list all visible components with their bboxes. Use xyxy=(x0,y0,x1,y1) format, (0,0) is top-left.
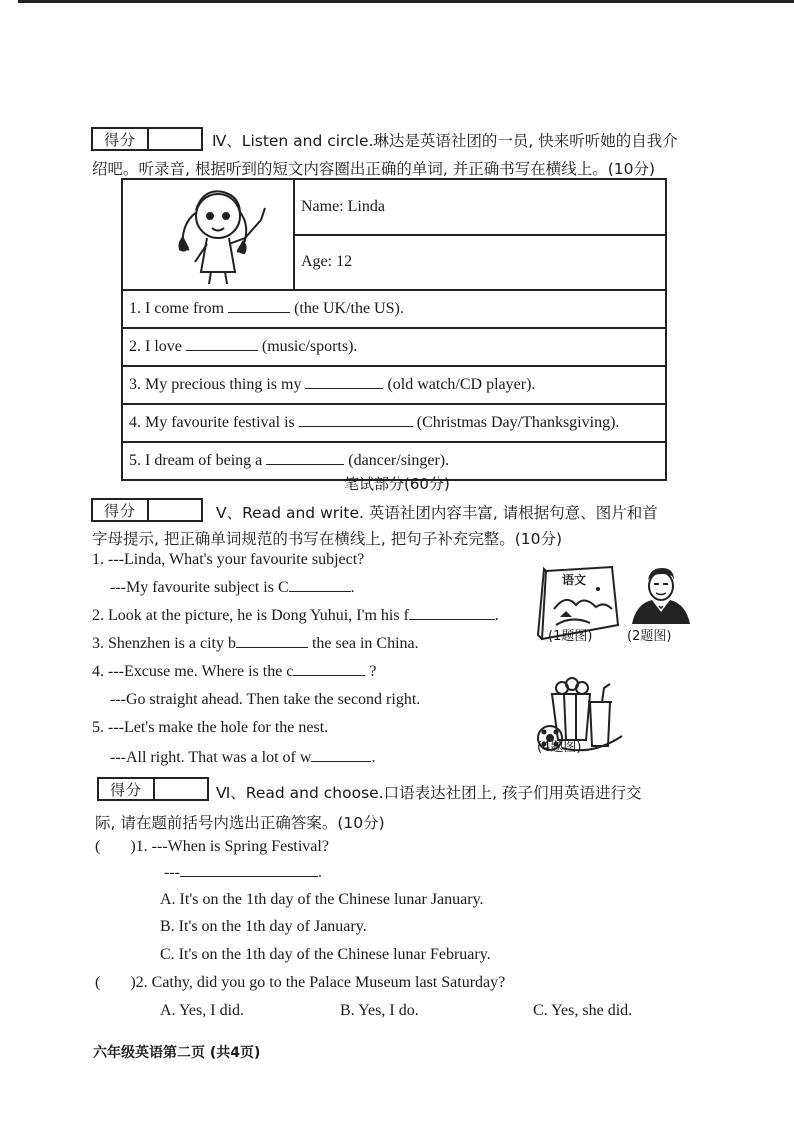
choice-question-1 xyxy=(95,838,329,856)
page-footer: 六年级英语第二页 (共4页) xyxy=(93,1045,261,1061)
caption-picture-2: (2题图) xyxy=(627,629,672,644)
caption-picture-1: (1题图) xyxy=(548,629,593,644)
answer-blank[interactable] xyxy=(186,350,258,351)
linda-picture-cell xyxy=(122,179,294,290)
row-text-post: (music/sports). xyxy=(261,338,358,355)
man-portrait-icon xyxy=(628,566,694,624)
question-text: )2. Cathy, did you go to the Palace Museum last Saturday? xyxy=(130,974,506,991)
score-box-section5 xyxy=(91,498,203,522)
row-text-post: (Christmas Day/Thanksgiving). xyxy=(416,414,620,431)
choice-question-2 xyxy=(95,974,505,992)
score-box-section4 xyxy=(91,127,203,151)
row-text-pre: 4. My favourite festival is xyxy=(129,414,295,431)
top-border-line xyxy=(18,0,794,3)
section4-heading-line2: 绍吧。听录音, 根据听到的短文内容圈出正确的单词, 并正确书写在横线上。(10分) xyxy=(92,160,656,178)
question-text-end: the sea in China. xyxy=(311,635,419,652)
row-text-pre: 3. My precious thing is my xyxy=(129,376,302,393)
row-text-pre: 1. I come from xyxy=(129,300,225,317)
option-1a: A. It's on the 1th day of the Chinese lunar January. xyxy=(160,891,484,908)
answer-blank[interactable] xyxy=(266,464,344,465)
listen-row-1 xyxy=(122,290,666,328)
listen-row-2 xyxy=(122,328,666,366)
score-label: 得分 xyxy=(93,500,149,520)
row-text-pre: 5. I dream of being a xyxy=(129,452,263,469)
answer-blank[interactable] xyxy=(289,591,351,592)
choice-question-1-answer-line xyxy=(164,864,322,882)
answer-end: . xyxy=(317,864,322,881)
question-3 xyxy=(92,635,419,653)
caption-picture-4: (4题图) xyxy=(537,740,582,755)
question-5-line2 xyxy=(110,749,375,767)
score-label: 得分 xyxy=(99,779,155,799)
option-2b: B. Yes, I do. xyxy=(340,1002,419,1019)
row-text-post: (dancer/singer). xyxy=(348,452,450,469)
question-1-line2 xyxy=(110,579,355,597)
question-text: )1. ---When is Spring Festival? xyxy=(130,838,329,855)
answer-blank[interactable] xyxy=(236,647,308,648)
question-text: 3. Shenzhen is a city b xyxy=(92,635,236,652)
score-box-section6 xyxy=(97,777,209,801)
question-4-line1 xyxy=(92,663,377,681)
question-text-end: . xyxy=(371,749,376,766)
section6-heading-line1: Ⅵ、Read and choose.口语表达社团上, 孩子们用英语进行交 xyxy=(216,784,642,802)
answer-blank[interactable] xyxy=(409,619,495,620)
question-2 xyxy=(92,607,499,625)
question-text: 2. Look at the picture, he is Dong Yuhui, I'm his f xyxy=(92,607,409,624)
listening-table xyxy=(121,178,667,481)
question-5-line1: 5. ---Let's make the hole for the nest. xyxy=(92,719,329,736)
listen-row-4 xyxy=(122,404,666,442)
section5-heading-line1: Ⅴ、Read and write. 英语社团内容丰富, 请根据句意、图片和首 xyxy=(216,504,658,522)
section4-heading-line1: Ⅳ、Listen and circle.琳达是英语社团的一员, 快来听听她的自我介 xyxy=(212,132,678,150)
answer-blank[interactable] xyxy=(311,761,371,762)
answer-prefix: --- xyxy=(164,864,180,881)
question-text-end: . xyxy=(350,579,355,596)
listen-row-3 xyxy=(122,366,666,404)
answer-paren-open[interactable]: ( xyxy=(95,974,101,991)
question-text: ---All right. That was a lot of w xyxy=(110,749,312,766)
written-part-title: 笔试部分(60分) xyxy=(344,475,450,493)
row-text-post: (the UK/the US). xyxy=(294,300,404,317)
answer-blank[interactable] xyxy=(228,312,290,313)
option-2a: A. Yes, I did. xyxy=(160,1002,245,1019)
question-4-line2: ---Go straight ahead. Then take the second right. xyxy=(110,691,421,708)
name-cell: Name: Linda xyxy=(294,179,666,235)
option-2c: C. Yes, she did. xyxy=(533,1002,633,1019)
row-text-pre: 2. I love xyxy=(129,338,182,355)
dong-yuhui-picture xyxy=(628,566,694,624)
answer-blank[interactable] xyxy=(305,388,383,389)
option-1b: B. It's on the 1th day of January. xyxy=(160,918,367,935)
option-1c: C. It's on the 1th day of the Chinese lunar February. xyxy=(160,946,491,963)
age-cell: Age: 12 xyxy=(294,235,666,291)
section5-heading-line2: 字母提示, 把正确单词规范的书写在横线上, 把句子补充完整。(10分) xyxy=(92,530,563,548)
question-1-line1: 1. ---Linda, What's your favourite subject? xyxy=(92,551,365,568)
question-text-end: . xyxy=(494,607,499,624)
question-text: ---My favourite subject is C xyxy=(110,579,289,596)
question-text-end: ? xyxy=(369,663,377,680)
answer-blank[interactable] xyxy=(293,675,365,676)
section6-heading-line2: 际, 请在题前括号内选出正确答案。(10分) xyxy=(95,814,385,832)
row-text-post: (old watch/CD player). xyxy=(387,376,536,393)
answer-blank[interactable] xyxy=(299,426,413,427)
answer-blank[interactable] xyxy=(180,876,318,877)
question-text: 4. ---Excuse me. Where is the c xyxy=(92,663,294,680)
answer-paren-open[interactable]: ( xyxy=(95,838,101,855)
book-title-text: 语文 xyxy=(562,573,587,587)
girl-pointing-icon xyxy=(123,180,293,284)
score-label: 得分 xyxy=(93,129,149,149)
